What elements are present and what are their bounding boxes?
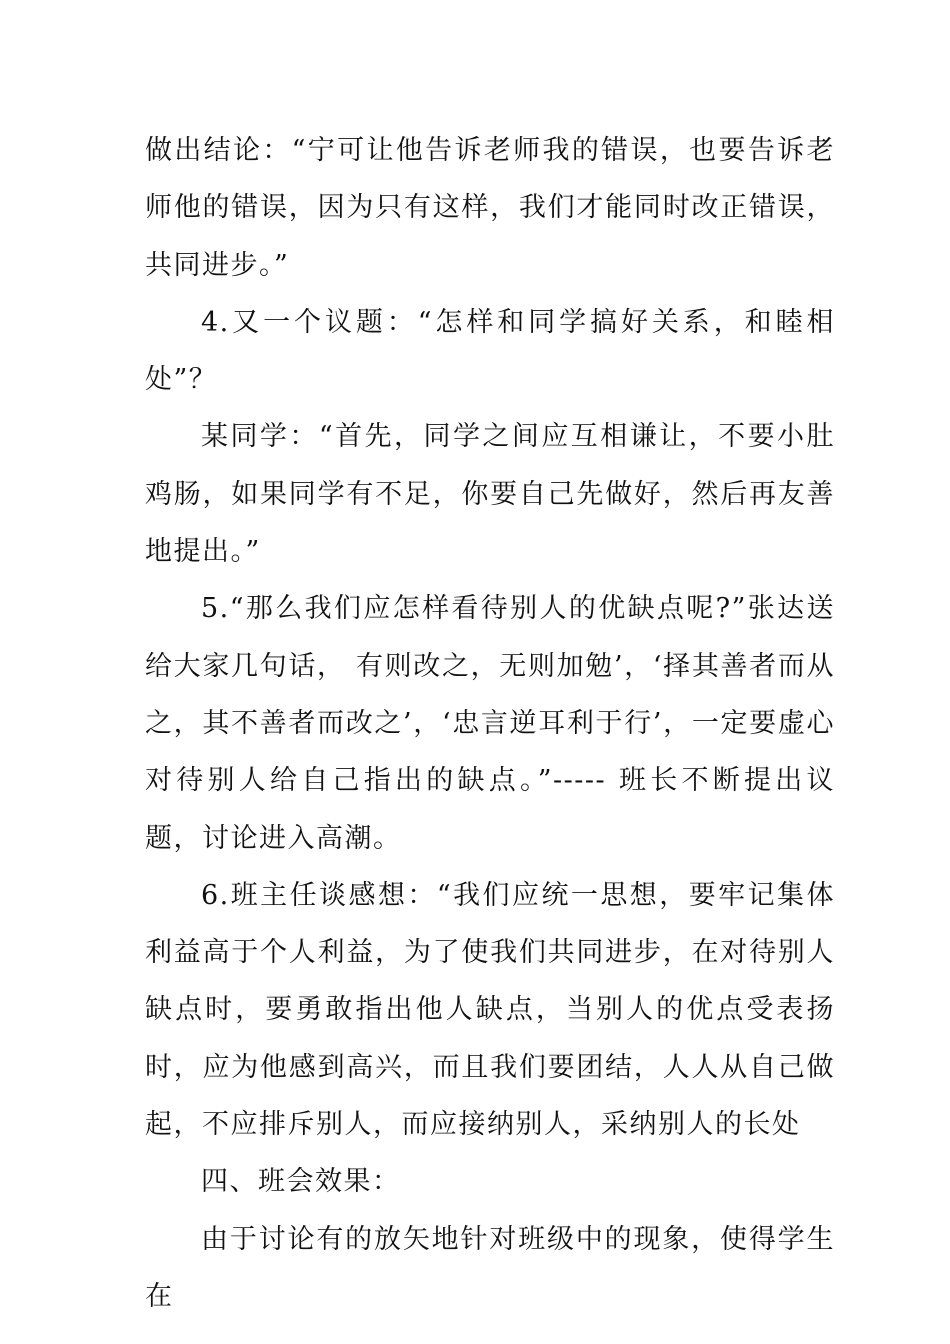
paragraph-topic-4: 4.又一个议题：“怎样和同学搞好关系，和睦相处”？ <box>145 306 835 396</box>
paragraph-student-answer: 某同学：“首先，同学之间应互相谦让，不要小肚鸡肠，如果同学有不足，你要自己先做好，然后再友善地提出。” <box>145 421 835 568</box>
section-heading-effects: 四、班会效果： <box>201 1166 401 1198</box>
paragraph-teacher-thoughts: 6.班主任谈感想：“我们应统一思想，要牢记集体利益高于个人利益，为了使我们共同进步，在对待别人缺点时，要勇敢指出他人缺点，当别人的优点受表扬时，应为他感到高兴，而且我们要团结，人人从自己做起，不应排斥别人，而应接纳别人，采纳别人的长处 <box>145 879 835 1141</box>
paragraph-conclusion: 做出结论：“宁可让他告诉老师我的错误，也要告诉老师他的错误，因为只有这样，我们才能同时改正错误，共同进步。” <box>145 135 835 281</box>
paragraph-topic-5: 5.“那么我们应怎样看待别人的优缺点呢?”张达送给大家几句话， 有则改之，无则加勉’，‘择其善者而从之，其不善者而改之’，‘忠言逆耳利于行’，一定要虚心对待别人给自己指出的缺点。”----- 班长不断提出议题，讨论进入高潮。 <box>145 593 835 854</box>
document-body <box>145 122 835 1325</box>
paragraph-effects: 由于讨论有的放矢地针对班级中的现象，使得学生在 <box>145 1223 835 1312</box>
